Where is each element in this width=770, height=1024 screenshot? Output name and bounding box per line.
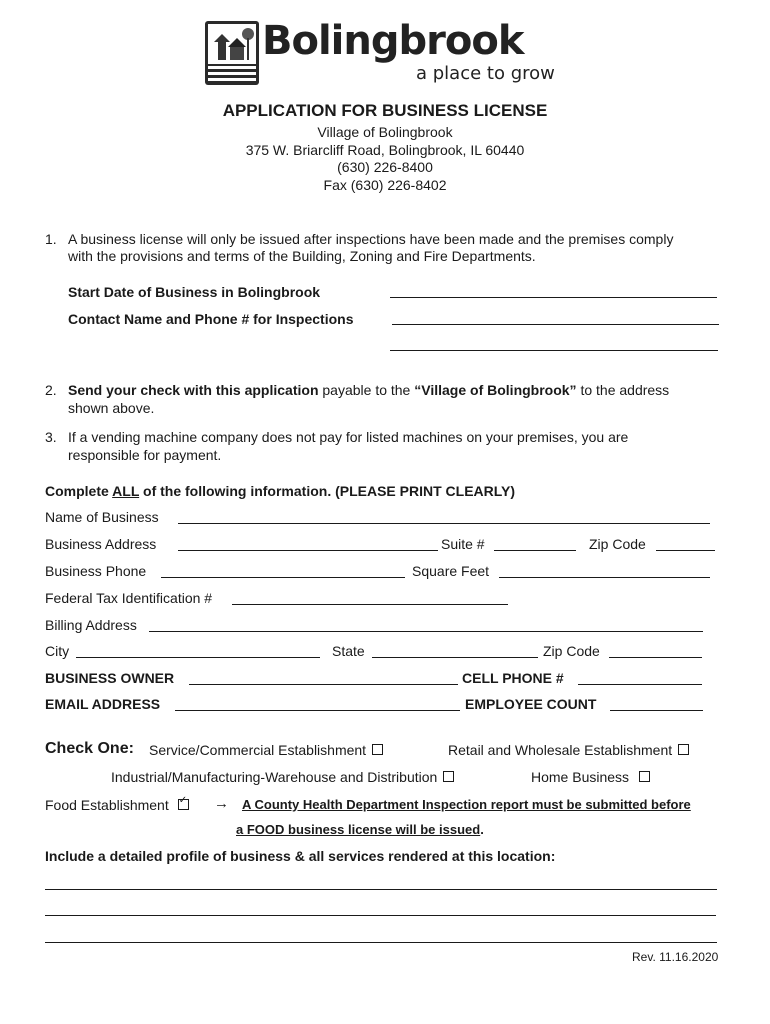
profile-field-line3[interactable]: [45, 942, 717, 943]
business-owner-field[interactable]: [189, 684, 458, 685]
logo-tagline: a place to grow: [416, 63, 555, 84]
state-label: State: [332, 643, 365, 659]
retail-checkbox[interactable]: [678, 744, 689, 755]
option-service[interactable]: [149, 742, 383, 758]
item-2-payee: “Village of Bolingbrook”: [414, 382, 577, 398]
square-feet-field[interactable]: [499, 577, 710, 578]
square-feet-label: Square Feet: [412, 563, 490, 579]
contact-field-line1[interactable]: [392, 324, 719, 325]
option-industrial-label: Industrial/Manufacturing-Warehouse and Distribution: [111, 769, 438, 785]
city-label: City: [45, 643, 70, 659]
employee-count-field[interactable]: [610, 710, 703, 711]
village-logo-icon: [204, 20, 260, 86]
suite-field[interactable]: [494, 550, 576, 551]
item-3-text-line2: responsible for payment.: [68, 447, 222, 463]
info-heading-all: ALL: [112, 483, 140, 499]
option-home-label: Home Business: [531, 769, 630, 785]
zip2-label: Zip Code: [543, 643, 600, 659]
business-address-label: Business Address: [45, 536, 157, 552]
check-one-label: Check One:: [45, 740, 134, 757]
tax-id-label: Federal Tax Identification #: [45, 590, 213, 606]
arrow-icon: →: [214, 795, 229, 812]
org-phone: (630) 226-8400: [337, 159, 433, 175]
page-title: APPLICATION FOR BUSINESS LICENSE: [222, 101, 548, 120]
info-heading-pre: Complete: [45, 483, 113, 499]
option-retail-label: Retail and Wholesale Establishment: [448, 742, 673, 758]
contact-field-line2[interactable]: [390, 350, 718, 351]
zip-field[interactable]: [656, 550, 715, 551]
contact-label: Contact Name and Phone # for Inspections: [68, 311, 354, 327]
org-name: Village of Bolingbrook: [317, 124, 453, 140]
business-phone-label: Business Phone: [45, 563, 147, 579]
option-service-label: Service/Commercial Establishment: [149, 742, 367, 758]
item-2-number: 2.: [45, 382, 57, 398]
cell-phone-label: CELL PHONE #: [462, 670, 564, 686]
profile-field-line1[interactable]: [45, 889, 717, 890]
item-2-bold: Send your check with this application: [68, 382, 319, 398]
org-address: 375 W. Briarcliff Road, Bolingbrook, IL 60440: [245, 142, 525, 158]
email-label: EMAIL ADDRESS: [45, 696, 161, 712]
billing-address-label: Billing Address: [45, 617, 137, 633]
logo-wordmark: Bolingbrook: [262, 18, 524, 64]
item-2-text-line2: shown above.: [68, 400, 155, 416]
item-2-end: to the address: [576, 382, 670, 398]
zip-label: Zip Code: [589, 536, 646, 552]
food-checkbox[interactable]: [178, 799, 189, 810]
business-name-label: Name of Business: [45, 509, 159, 525]
business-name-field[interactable]: [178, 523, 710, 524]
billing-address-field[interactable]: [149, 631, 703, 632]
item-1-text-line2: with the provisions and terms of the Building, Zoning and Fire Departments.: [68, 248, 536, 264]
item-3-number: 3.: [45, 429, 57, 445]
option-retail[interactable]: [448, 742, 689, 758]
option-food[interactable]: [45, 797, 189, 813]
item-1-number: 1.: [45, 231, 57, 247]
suite-label: Suite #: [441, 536, 485, 552]
item-2-text-line1: [68, 382, 669, 398]
info-heading: [45, 483, 515, 499]
item-1-text-line1: A business license will only be issued after inspections have been made and the premises comply: [68, 231, 674, 247]
profile-field-line2[interactable]: [45, 915, 716, 916]
revision-date: Rev. 11.16.2020: [632, 950, 719, 964]
option-industrial[interactable]: [111, 769, 454, 785]
option-food-label: Food Establishment: [45, 797, 169, 813]
profile-label: Include a detailed profile of business & all services rendered at this location:: [45, 848, 556, 864]
industrial-checkbox[interactable]: [443, 771, 454, 782]
zip2-field[interactable]: [609, 657, 702, 658]
info-heading-post: of the following information. (PLEASE PRINT CLEARLY): [139, 483, 516, 499]
home-checkbox[interactable]: [639, 771, 650, 782]
tax-id-field[interactable]: [232, 604, 508, 605]
business-owner-label: BUSINESS OWNER: [45, 670, 175, 686]
option-home[interactable]: [531, 769, 650, 785]
employee-count-label: EMPLOYEE COUNT: [465, 696, 597, 712]
email-field[interactable]: [175, 710, 460, 711]
item-2-text: payable to the: [318, 382, 415, 398]
city-field[interactable]: [76, 657, 320, 658]
org-fax: Fax (630) 226-8402: [323, 177, 447, 193]
service-checkbox[interactable]: [372, 744, 383, 755]
business-address-field[interactable]: [178, 550, 438, 551]
start-date-field[interactable]: [390, 297, 717, 298]
item-3-text-line1: If a vending machine company does not pay for listed machines on your premises, you are: [68, 429, 629, 445]
food-note-line1: A County Health Department Inspection report must be submitted before: [242, 797, 691, 812]
business-phone-field[interactable]: [161, 577, 405, 578]
food-note-line2: [236, 822, 484, 837]
food-note-period: .: [480, 822, 484, 837]
cell-phone-field[interactable]: [578, 684, 702, 685]
food-note-line2-text: a FOOD business license will be issued: [236, 822, 481, 837]
start-date-label: Start Date of Business in Bolingbrook: [68, 284, 321, 300]
state-field[interactable]: [372, 657, 538, 658]
